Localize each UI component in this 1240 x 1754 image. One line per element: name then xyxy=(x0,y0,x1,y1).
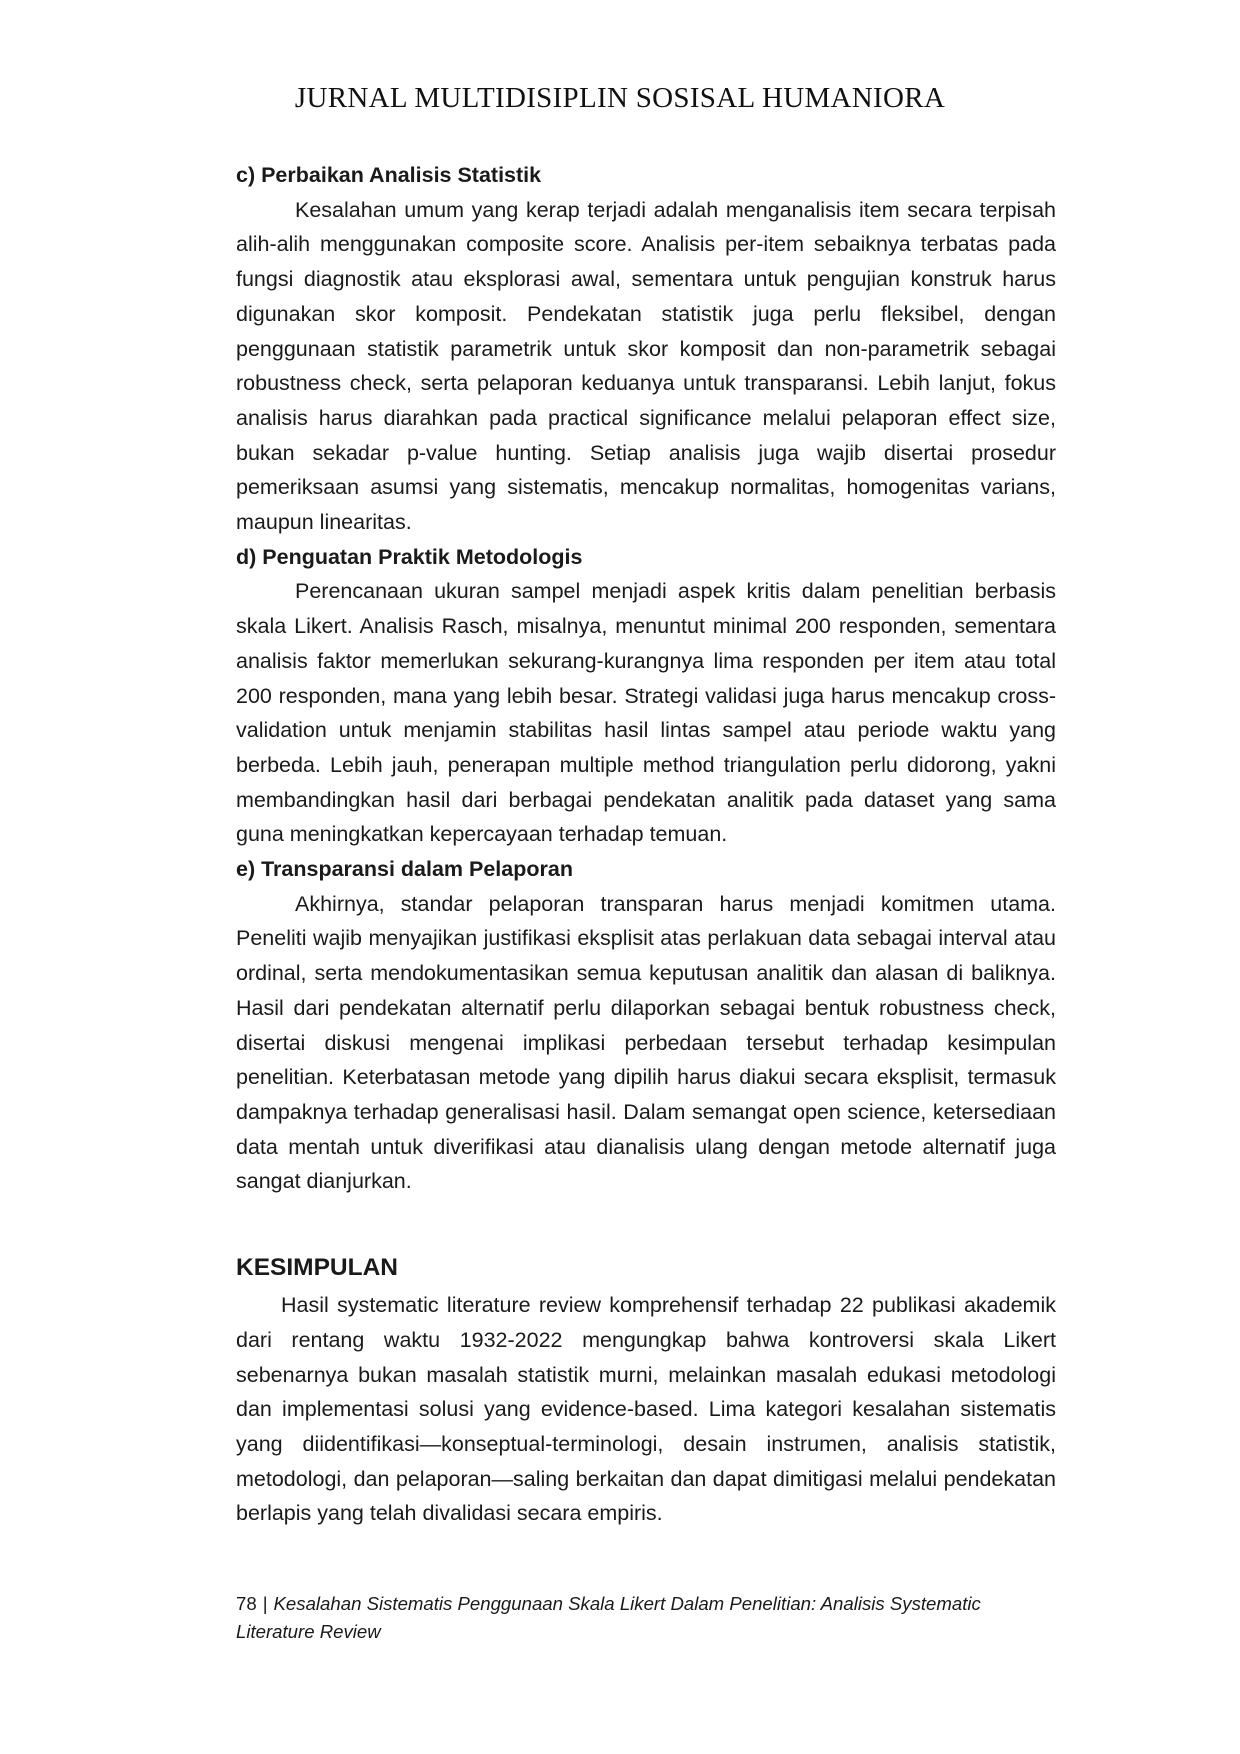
subsection-heading-d: d) Penguatan Praktik Metodologis xyxy=(236,544,583,569)
footer-article-title: Kesalahan Sistematis Penggunaan Skala Likert Dalam Penelitian: Analisis Systematic Literature Review xyxy=(236,1593,981,1642)
page-footer xyxy=(236,1590,1056,1646)
subsection-paragraph-d: Perencanaan ukuran sampel menjadi aspek kritis dalam penelitian berbasis skala Likert. Analisis Rasch, misalnya, menuntut minimal 200 responden, sementara analisis faktor memerlukan sekurang-kurangnya lima responden per item atau total 200 responden, mana yang lebih besar. Strategi validasi juga harus mencakup cross-validation untuk menjamin stabilitas hasil lintas sampel atau periode waktu yang berbeda. Lebih jauh, penerapan multiple method triangulation perlu didorong, yakni membandingkan hasil dari berbagai pendekatan analitik pada dataset yang sama guna meningkatkan kepercayaan terhadap temuan. xyxy=(236,579,1056,847)
journal-running-header: JURNAL MULTIDISIPLIN SOSISAL HUMANIORA xyxy=(294,82,946,114)
section-paragraph-kesimpulan: Hasil systematic literature review komprehensif terhadap 22 publikasi akademik dari rentang waktu 1932-2022 mengungkap bahwa kontroversi skala Likert sebenarnya bukan masalah statistik murni, melainkan masalah edukasi metodologi dan implementasi solusi yang evidence-based. Lima kategori kesalahan sistematis yang diidentifikasi—konseptual-terminologi, desain instrumen, analisis statistik, metodologi, dan pelaporan—saling berkaitan dan dapat dimitigasi melalui pendekatan berlapis yang telah divalidasi secara empiris. xyxy=(236,1293,1056,1526)
section-heading-kesimpulan: KESIMPULAN xyxy=(236,1254,398,1282)
footer-separator: | xyxy=(262,1593,268,1614)
subsection-paragraph-e: Akhirnya, standar pelaporan transparan harus menjadi komitmen utama. Peneliti wajib menyajikan justifikasi eksplisit atas perlakuan data sebagai interval atau ordinal, serta mendokumentasikan semua keputusan analitik dan alasan di baliknya. Hasil dari pendekatan alternatif perlu dilaporkan sebagai bentuk robustness check, disertai diskusi mengenai implikasi perbedaan tersebut terhadap kesimpulan penelitian. Keterbatasan metode yang dipilih harus diakui secara eksplisit, termasuk dampaknya terhadap generalisasi hasil. Dalam semangat open science, ketersediaan data mentah untuk diverifikasi atau dianalisis ulang dengan metode alternatif juga sangat dianjurkan. xyxy=(236,891,1056,1194)
page-content xyxy=(236,158,1056,1531)
subsection-heading-e: e) Transparansi dalam Pelaporan xyxy=(236,857,573,882)
subsection-paragraph-c: Kesalahan umum yang kerap terjadi adalah menganalisis item secara terpisah alih-alih menggunakan composite score. Analisis per-item sebaiknya terbatas pada fungsi diagnostik atau eksplorasi awal, sementara untuk pengujian konstruk harus digunakan skor komposit. Pendekatan statistik juga perlu fleksibel, dengan penggunaan statistik parametrik untuk skor komposit dan non-parametrik sebagai robustness check, serta pelaporan keduanya untuk transparansi. Lebih lanjut, fokus analisis harus diarahkan pada practical significance melalui pelaporan effect size, bukan sekadar p-value hunting. Setiap analisis juga wajib disertai prosedur pemeriksaan asumsi yang sistematis, mencakup normalitas, homogenitas varians, maupun linearitas. xyxy=(236,197,1056,535)
page-number: 78 xyxy=(236,1593,257,1614)
subsection-heading-c: c) Perbaikan Analisis Statistik xyxy=(236,163,542,187)
